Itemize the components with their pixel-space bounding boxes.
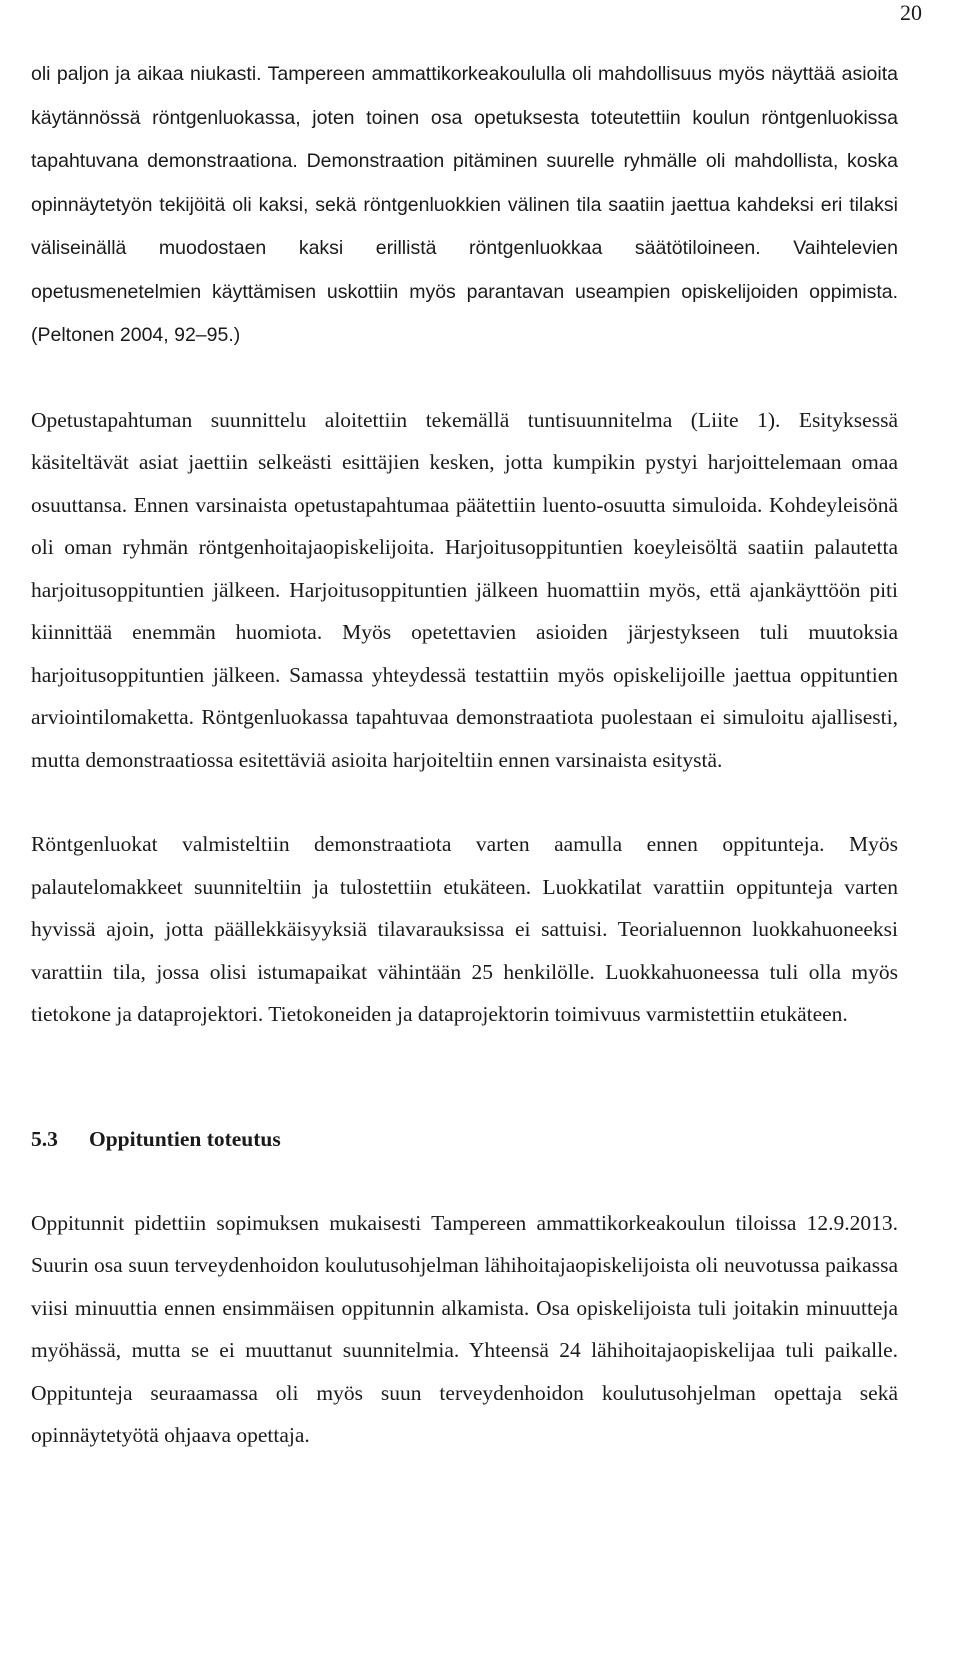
paragraph-1-sans-text: oli paljon ja aikaa niukasti. Tampereen ammattikorkeakoululla oli mahdollisuus myös näyttää asioita käytännössä röntgenluokassa, joten toinen osa opetuksesta toteutettiin koulun röntgenluokissa tapahtuvana demonstraationa. — [31, 63, 898, 172]
paragraph-3: Röntgenluokat valmisteltiin demonstraatiota varten aamulla ennen oppitunteja. Myös palautelomakkeet suunniteltiin ja tulostettiin etukäteen. Luokkatilat varattiin oppitunteja varten hyvissä ajoin, jotta päällekkäisyyksiä tilavarauksissa ei sattuisi. Teorialuennon luokkahuoneeksi varattiin tila, jossa olisi istumapaikat vähintään 25 henkilölle. Luokkahuoneessa tuli olla myös tietokone ja dataprojektori. Tietokoneiden ja dataprojektorin toimivuus varmistettiin etukäteen. — [31, 832, 898, 1026]
paragraph-2: Opetustapahtuman suunnittelu aloitettiin tekemällä tuntisuunnitelma (Liite 1). Esityksessä käsiteltävät asiat jaettiin selkeästi esittäjien kesken, jotta kumpikin pystyi harjoittelemaan omaa osuuttansa. Ennen varsinaista opetustapahtumaa päätettiin luento-osuutta simuloida. Kohdeyleisönä oli oman ryhmän röntgenhoitajaopiskelijoita. Harjoitusoppituntien koeyleisöltä saatiin palautetta harjoitusoppituntien jälkeen. Harjoitusoppituntien jälkeen huomattiin myös, että ajankäyttöön piti kiinnittää enemmän huomiota. Myös opetettavien asioiden järjestykseen tuli muutoksia harjoitusoppituntien jälkeen. Samassa yhteydessä testattiin myös opiskelijoille jaettua oppituntien arviointilomaketta. Röntgenluokassa tapahtuvaa demonstraatiota puolestaan ei simuloitu ajallisesti, mutta demonstraatiossa esitettäviä asioita harjoiteltiin ennen varsinaista esitystä. — [31, 407, 898, 772]
paragraph-1-sans-text-continued: Demonstraation pitäminen suurelle ryhmälle oli mahdollista, koska opinnäytetyön tekijöitä oli kaksi, sekä röntgenluokkien välinen tila saatiin jaettua kahdeksi eri tilaksi väliseinällä muodostaen kaksi erillistä röntgenluokkaa säätötiloineen. — [31, 150, 899, 259]
section-title: Oppituntien toteutus — [89, 1126, 281, 1151]
paragraph-1 — [31, 52, 898, 357]
paragraph-4: Oppitunnit pidettiin sopimuksen mukaisesti Tampereen ammattikorkeakoulun tiloissa 12.9.2013. Suurin osa suun terveydenhoidon koulutusohjelman lähihoitajaopiskelijoista oli neuvotussa paikassa viisi minuuttia ennen ensimmäisen oppitunnin alkamista. Osa opiskelijoista tuli joitakin minuutteja myöhässä, mutta se ei muuttanut suunnitelmia. Yhteensä 24 lähihoitajaopiskelijaa tuli paikalle. Oppitunteja seuraamassa oli myös suun terveydenhoidon koulutusohjelman opettaja sekä opinnäytetyötä ohjaava opettaja. — [31, 1210, 898, 1447]
section-heading — [31, 1118, 898, 1160]
page-number: 20 — [900, 0, 922, 25]
section-number: 5.3 — [31, 1126, 58, 1151]
paragraph-1-citation-sentence: Vaihtelevien opetusmenetelmien käyttämisen uskottiin myös parantavan useampien opiskelijoiden oppimista. (Peltonen 2004, 92–95.) — [31, 237, 898, 346]
document-body — [31, 52, 898, 1457]
